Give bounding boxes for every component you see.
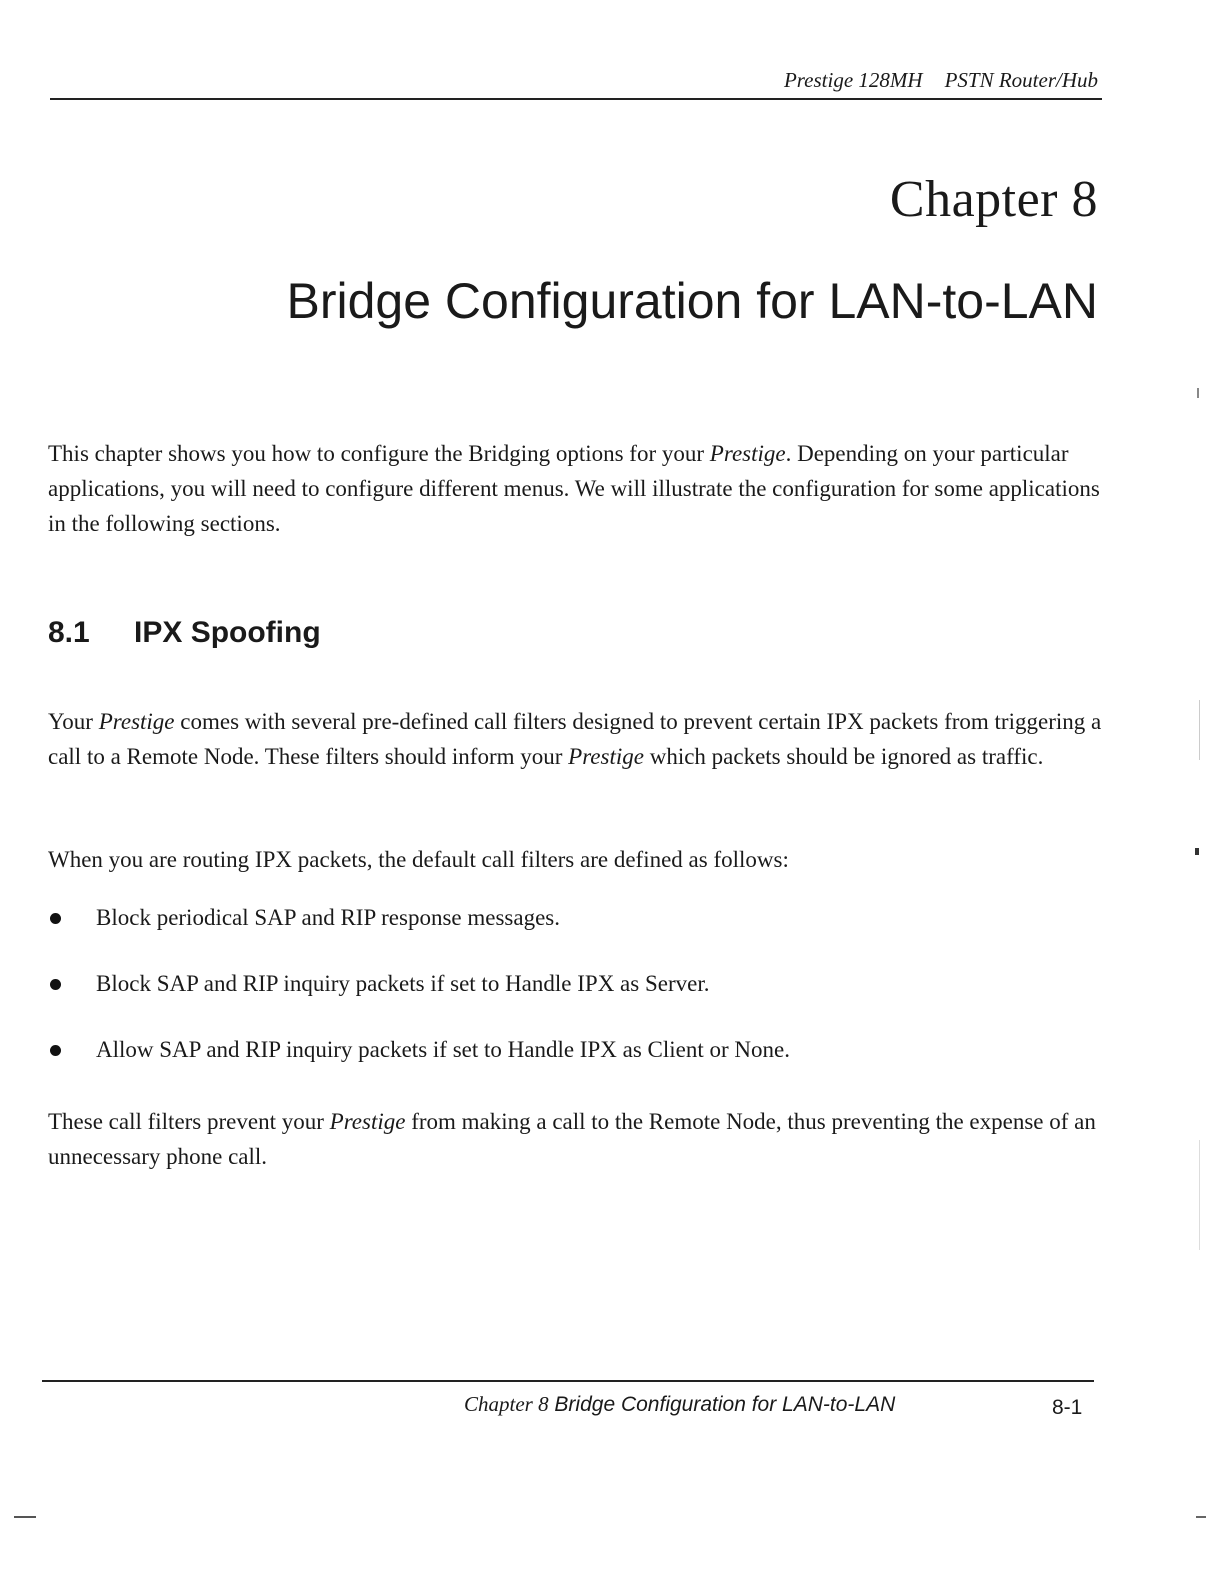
header-product: Prestige 128MH xyxy=(783,68,923,92)
intro-paragraph xyxy=(48,436,1108,541)
closing-paragraph xyxy=(48,1104,1108,1174)
bullet-text: Allow SAP and RIP inquiry packets if set to Handle IPX as Client or None. xyxy=(96,1037,790,1062)
chapter-label: Chapter 8 xyxy=(889,171,1098,228)
scan-mark xyxy=(1195,848,1199,855)
bullet-text: Block SAP and RIP inquiry packets if set to Handle IPX as Server. xyxy=(96,971,710,996)
bullet-icon xyxy=(50,979,61,990)
scan-mark xyxy=(1197,388,1199,398)
filters-intro-paragraph: When you are routing IPX packets, the default call filters are defined as follows: xyxy=(48,847,789,872)
scan-mark xyxy=(14,1516,36,1518)
section-number: 8.1 xyxy=(48,616,90,649)
scan-mark xyxy=(1196,1516,1206,1518)
section-heading xyxy=(48,616,321,650)
ipx-text-2: comes with several pre-defined call filters designed to prevent certain IPX packets from triggering a call to a Remote Node. These filters should inform your xyxy=(48,709,1102,769)
list-item xyxy=(48,966,1108,1032)
intro-text-start: This chapter shows you how to configure the Bridging options for your xyxy=(48,441,710,466)
scan-mark xyxy=(1199,1140,1200,1250)
intro-text-end: . Depending on your particular applications, you will need to configure different menus. We will illustrate the configuration for some applications in the following sections. xyxy=(48,441,1100,536)
footer-chapter-prefix: Chapter 8 xyxy=(464,1392,549,1416)
ipx-product-name-1: Prestige xyxy=(98,709,175,734)
scan-mark xyxy=(1199,700,1200,760)
footer-chapter-name: Bridge Configuration for LAN-to-LAN xyxy=(548,1393,896,1416)
footer-rule xyxy=(42,1380,1094,1382)
ipx-product-name-2: Prestige xyxy=(568,744,644,769)
closing-text-start: These call filters prevent your xyxy=(48,1109,330,1134)
closing-text-end: from making a call to the Remote Node, thus preventing the expense of an unnecessary phone call. xyxy=(48,1109,1096,1169)
filter-bullet-list xyxy=(48,900,1108,1098)
bullet-text: Block periodical SAP and RIP response messages. xyxy=(96,905,560,930)
chapter-title: Bridge Configuration for LAN-to-LAN xyxy=(286,273,1098,329)
header-rule xyxy=(50,98,1102,100)
list-item xyxy=(48,1032,1108,1098)
ipx-paragraph xyxy=(48,704,1108,774)
closing-product-name: Prestige xyxy=(329,1109,406,1134)
bullet-icon xyxy=(50,913,61,924)
intro-product-name: Prestige xyxy=(709,441,786,466)
list-item xyxy=(48,900,1108,966)
bullet-icon xyxy=(50,1045,61,1056)
ipx-text-3: which packets should be ignored as traffic. xyxy=(643,744,1044,769)
page-number: 8-1 xyxy=(1052,1396,1083,1419)
ipx-text-1: Your xyxy=(48,709,99,734)
section-title: IPX Spoofing xyxy=(134,616,321,649)
header-subtitle: PSTN Router/Hub xyxy=(944,68,1098,92)
page-header xyxy=(784,68,1098,93)
footer-title xyxy=(464,1392,895,1417)
